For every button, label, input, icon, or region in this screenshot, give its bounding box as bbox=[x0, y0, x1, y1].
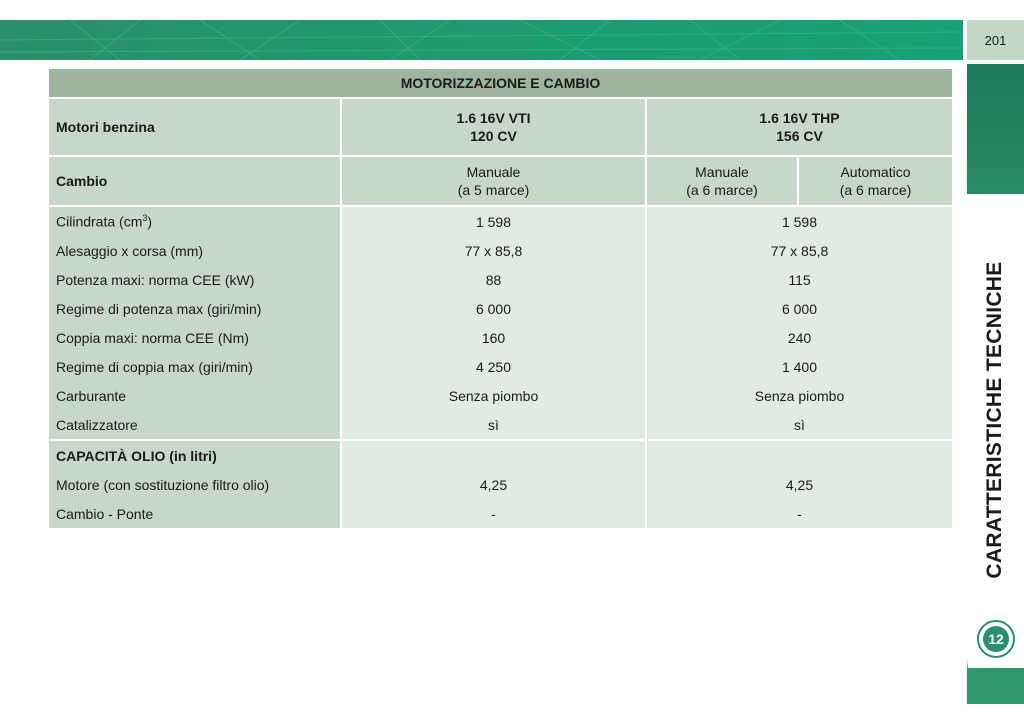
engine-a-header bbox=[341, 98, 646, 156]
table-row bbox=[49, 323, 952, 352]
row-label: Regime di potenza max (giri/min) bbox=[49, 294, 341, 323]
row-label: Regime di coppia max (giri/min) bbox=[49, 352, 341, 381]
value-b: 1 598 bbox=[646, 206, 952, 236]
value-a: 88 bbox=[341, 265, 646, 294]
gearbox-b1 bbox=[646, 156, 798, 206]
header-band bbox=[0, 20, 963, 60]
value-b: 6 000 bbox=[646, 294, 952, 323]
table-title-row bbox=[49, 69, 952, 98]
oil-capacity-block bbox=[49, 440, 952, 528]
table-title: MOTORIZZAZIONE E CAMBIO bbox=[49, 69, 952, 98]
row-label: Potenza maxi: norma CEE (kW) bbox=[49, 265, 341, 294]
gearbox-b2 bbox=[798, 156, 952, 206]
value-a: Senza piombo bbox=[341, 381, 646, 410]
page-number: 201 bbox=[967, 20, 1024, 60]
gearbox-b2-type: Automatico bbox=[840, 164, 911, 180]
value-a: 160 bbox=[341, 323, 646, 352]
engines-row bbox=[49, 98, 952, 156]
engine-b-header bbox=[646, 98, 952, 156]
row-label: Cilindrata $(cm^3)$ bbox=[49, 206, 341, 236]
table-row bbox=[49, 410, 952, 440]
value-a: 77 x 85,8 bbox=[341, 236, 646, 265]
table-row bbox=[49, 470, 952, 499]
engine-a-name: 1.6 16V VTI bbox=[456, 110, 531, 126]
value-a: 4,25 bbox=[341, 470, 646, 499]
value-b: 240 bbox=[646, 323, 952, 352]
value-a: 4 250 bbox=[341, 352, 646, 381]
table-row bbox=[49, 381, 952, 410]
row-label: Motore (con sostituzione filtro olio) bbox=[49, 470, 341, 499]
table-row bbox=[49, 352, 952, 381]
engines-label: Motori benzina bbox=[49, 98, 341, 156]
gearbox-a-type: Manuale bbox=[466, 164, 521, 180]
gearbox-label: Cambio bbox=[49, 156, 341, 206]
value-b: Senza piombo bbox=[646, 381, 952, 410]
value-b: sì bbox=[646, 410, 952, 440]
row-label: Coppia maxi: norma CEE (Nm) bbox=[49, 323, 341, 352]
value-a: - bbox=[341, 499, 646, 528]
engine-b-name: 1.6 16V THP bbox=[759, 110, 840, 126]
engine-a-power: 120 CV bbox=[470, 128, 517, 144]
value-a: 1 598 bbox=[341, 206, 646, 236]
table-row bbox=[49, 236, 952, 265]
value-b: 4,25 bbox=[646, 470, 952, 499]
gearbox-b1-type: Manuale bbox=[695, 164, 749, 180]
gearbox-b2-gears: (a 6 marce) bbox=[839, 182, 912, 198]
row-label: Cambio - Ponte bbox=[49, 499, 341, 528]
gearbox-a-gears: (a 5 marce) bbox=[457, 182, 530, 198]
value-b: 1 400 bbox=[646, 352, 952, 381]
gearbox-b1-gears: (a 6 marce) bbox=[686, 182, 758, 198]
table-row bbox=[49, 206, 952, 236]
value-a: 6 000 bbox=[341, 294, 646, 323]
oil-title: CAPACITÀ OLIO (in litri) bbox=[49, 440, 341, 470]
value-a: sì bbox=[341, 410, 646, 440]
gearbox-row bbox=[49, 156, 952, 206]
header-pattern bbox=[0, 20, 963, 60]
row-label: Catalizzatore bbox=[49, 410, 341, 440]
chapter-number: 12 bbox=[983, 626, 1009, 652]
value-b: - bbox=[646, 499, 952, 528]
row-label: Alesaggio x corsa (mm) bbox=[49, 236, 341, 265]
table-row bbox=[49, 265, 952, 294]
chapter-title: CARATTERISTICHE TECNICHE bbox=[983, 261, 1006, 579]
table-row bbox=[49, 440, 952, 470]
table-row bbox=[49, 499, 952, 528]
engine-data-block bbox=[49, 206, 952, 440]
gearbox-a bbox=[341, 156, 646, 206]
bottom-tab bbox=[967, 668, 1024, 704]
row-label: Carburante bbox=[49, 381, 341, 410]
engine-b-power: 156 CV bbox=[776, 128, 823, 144]
table-row bbox=[49, 294, 952, 323]
value-b bbox=[646, 440, 952, 470]
value-b: 115 bbox=[646, 265, 952, 294]
spec-table bbox=[49, 69, 952, 528]
value-b: 77 x 85,8 bbox=[646, 236, 952, 265]
value-a bbox=[341, 440, 646, 470]
chapter-badge bbox=[977, 620, 1015, 658]
